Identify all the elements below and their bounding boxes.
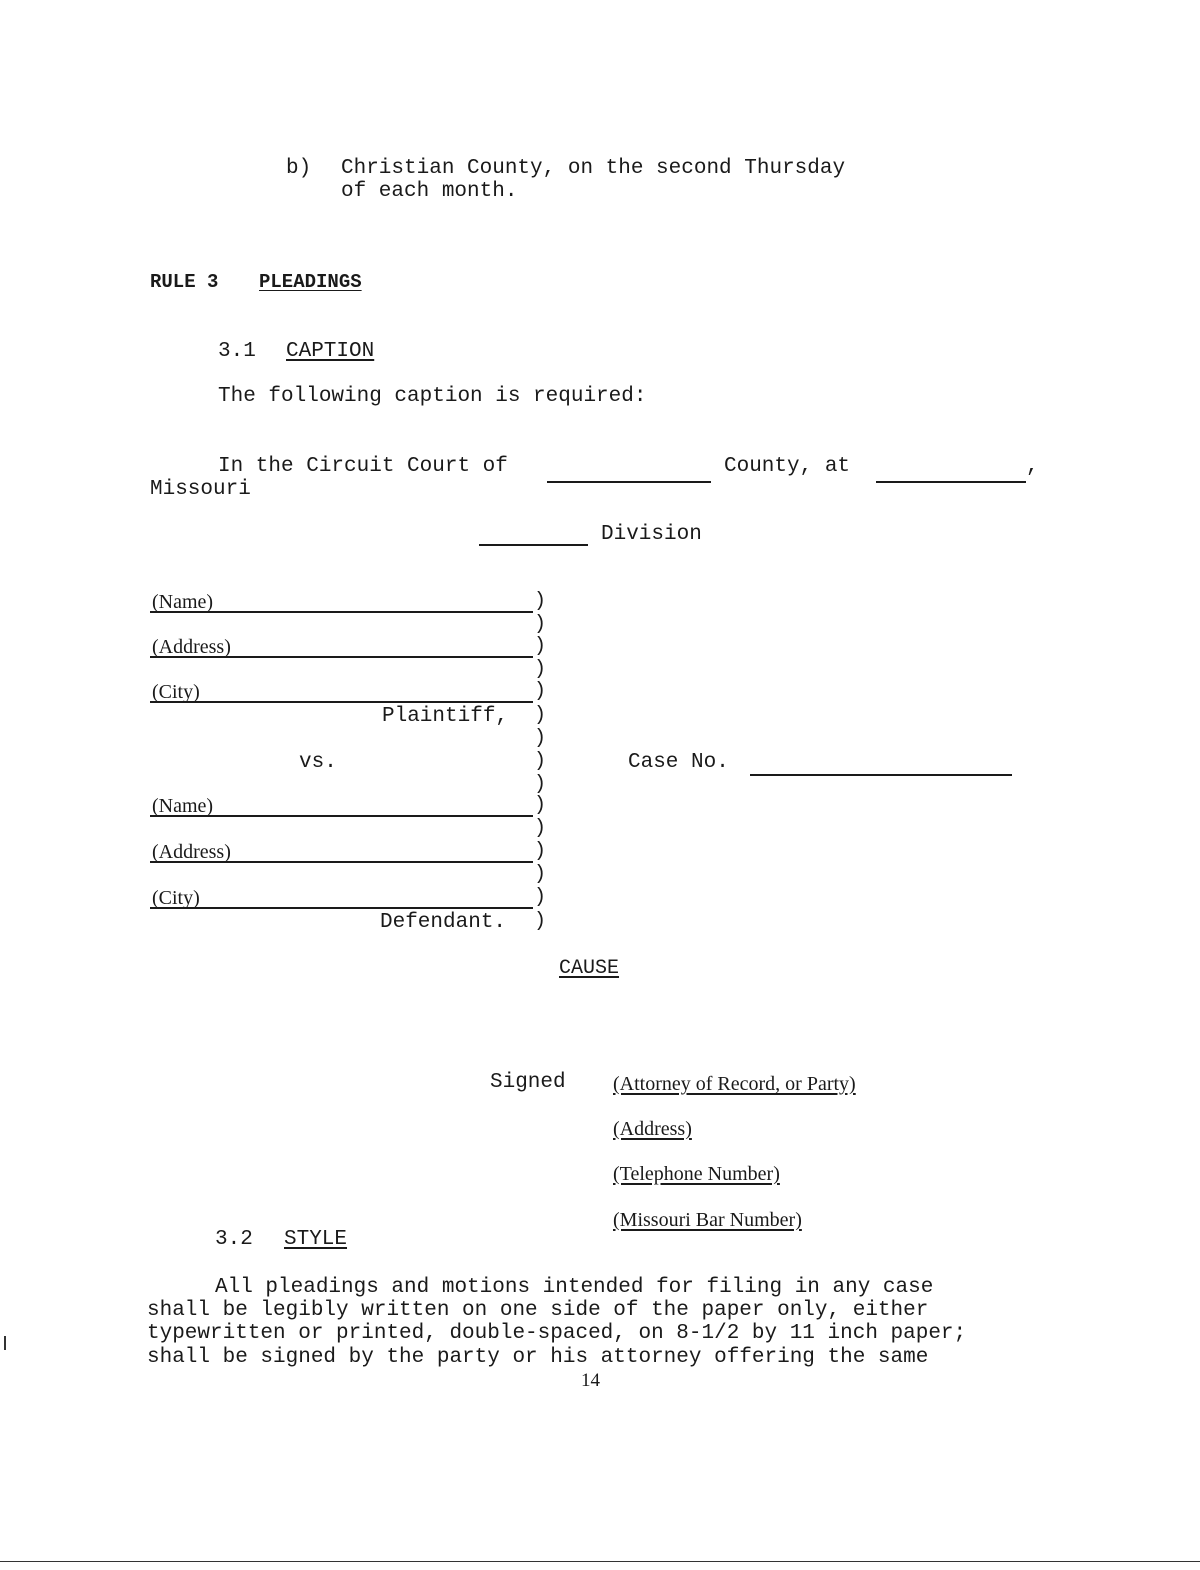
caption-paren: ) xyxy=(534,613,547,636)
rule-title: PLEADINGS xyxy=(259,271,362,293)
style-paragraph-line-4: shall be signed by the party or his attorney offering the same xyxy=(147,1346,929,1369)
section-3-2-number: 3.2 xyxy=(215,1228,253,1251)
style-paragraph-line-1: All pleadings and motions intended for filing in any case xyxy=(215,1276,934,1299)
plaintiff-city-line xyxy=(150,701,533,703)
section-3-1-number: 3.1 xyxy=(218,340,256,363)
plaintiff-city-label: (City) xyxy=(152,681,200,703)
defendant-address-line xyxy=(150,861,533,863)
case-number-blank xyxy=(750,774,1012,776)
rule-number: RULE 3 xyxy=(150,271,219,293)
cause-heading: CAUSE xyxy=(559,957,620,980)
versus-label: vs. xyxy=(299,751,337,774)
caption-paren: ) xyxy=(534,590,547,613)
defendant-city-line xyxy=(150,907,533,909)
list-item-line-1: Christian County, on the second Thursday xyxy=(341,157,846,180)
state-name: Missouri xyxy=(150,478,251,501)
signed-label: Signed xyxy=(490,1071,566,1094)
defendant-city-label: (City) xyxy=(152,887,200,909)
caption-paren: ) xyxy=(534,840,547,863)
signature-attorney-line: (Attorney of Record, or Party) xyxy=(613,1073,856,1095)
division-blank xyxy=(479,544,588,546)
division-label: Division xyxy=(601,523,702,546)
page-number: 14 xyxy=(581,1370,600,1391)
city-blank xyxy=(876,481,1026,483)
section-3-2-title: STYLE xyxy=(284,1228,348,1251)
plaintiff-name-label: (Name) xyxy=(152,591,214,613)
plaintiff-name-line xyxy=(150,611,533,613)
caption-paren: ) xyxy=(534,680,547,703)
caption-paren: ) xyxy=(534,794,547,817)
caption-paren: ) xyxy=(534,658,547,681)
county-label: County, at xyxy=(724,455,851,478)
list-item-line-2: of each month. xyxy=(341,180,518,203)
caption-paren: ) xyxy=(534,773,547,796)
signature-address-line: (Address) xyxy=(613,1118,692,1140)
caption-intro: The following caption is required: xyxy=(218,385,647,408)
defendant-address-label: (Address) xyxy=(152,841,231,863)
defendant-name-line xyxy=(150,815,533,817)
margin-mark xyxy=(4,1336,6,1350)
caption-paren: ) xyxy=(534,910,547,933)
plaintiff-address-line xyxy=(150,656,533,658)
signature-telephone-line: (Telephone Number) xyxy=(613,1163,780,1185)
signature-bar-number-line: (Missouri Bar Number) xyxy=(613,1209,802,1231)
section-3-1-title: CAPTION xyxy=(286,340,375,363)
caption-paren: ) xyxy=(534,750,547,773)
court-line-start: In the Circuit Court of xyxy=(218,455,508,478)
defendant-label: Defendant. xyxy=(380,911,507,934)
style-paragraph-line-3: typewritten or printed, double-spaced, on 8-1/2 by 11 inch paper; xyxy=(147,1322,967,1345)
caption-paren: ) xyxy=(534,886,547,909)
caption-paren: ) xyxy=(534,704,547,727)
county-blank xyxy=(547,481,711,483)
caption-paren: ) xyxy=(534,817,547,840)
caption-paren: ) xyxy=(534,635,547,658)
caption-paren: ) xyxy=(534,727,547,750)
page-bottom-edge xyxy=(0,1561,1200,1562)
defendant-name-label: (Name) xyxy=(152,795,214,817)
plaintiff-label: Plaintiff, xyxy=(382,705,509,728)
style-paragraph-line-2: shall be legibly written on one side of the paper only, either xyxy=(147,1299,929,1322)
list-marker: b) xyxy=(286,157,312,180)
court-line-comma: , xyxy=(1026,455,1039,478)
case-number-label: Case No. xyxy=(628,751,729,774)
caption-paren: ) xyxy=(534,863,547,886)
plaintiff-address-label: (Address) xyxy=(152,636,231,658)
